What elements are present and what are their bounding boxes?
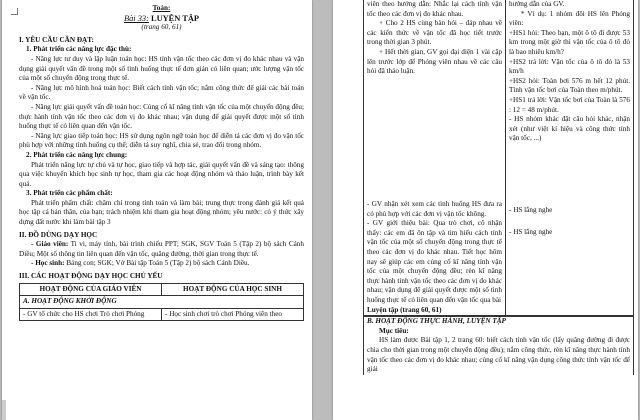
paragraph-communication: - Năng lực giao tiếp toán học: HS sử dụng ngôn ngữ toán học để diễn tả các đơn vị đo vận tốc phù hợp với những tình huống cụ thể; diễn tả suy nghĩ, chia sẻ, trao đổi trong nhóm. — [19, 131, 304, 150]
section-heading-objectives: I. YÊU CẦU CẦN ĐẠT: — [19, 35, 94, 44]
teacher-line: viên theo hướng dẫn: Nhắc lại cách tính vận tốc theo các đơn vị đo khác nhau. — [367, 0, 502, 18]
student-line: - HS nhóm khác đặt câu hỏi khác, nhận xét (như việt kí hiệu và công thức tính vận tốc, ...) — [509, 115, 630, 143]
paragraph-general: Phát triển năng lực tự chủ và tự học, giao tiếp và hợp tác, giải quyết vấn đề và sáng tạo: thông qua việc khuyến khích học sinh tự học, tham gia các hoạt động nhóm và thảo luận, trình bày kết quả. — [19, 160, 304, 188]
student-label: - Học sinh: — [31, 259, 65, 268]
student-activity-cell — [506, 0, 634, 200]
teacher-line: + Hết thời gian, GV gọi đại diện 1 vài cặp lên trước lớp để Phóng viên nhau về các câu hỏi đã thảo luận. — [367, 47, 502, 76]
student-line: +HS1 trả lời: Vận tốc bơi của Toàn là 576 : 12 = 48 m/phút. — [509, 95, 630, 114]
student-line: * Ví dụ: 1 nhóm đôi HS lên Phóng viên: — [509, 9, 630, 28]
teacher-label: - Giáo viên: — [31, 240, 69, 249]
student-activity-cell — [506, 200, 634, 316]
paragraph-student-materials — [19, 259, 304, 269]
teacher-line: + Cho 2 HS cùng bàn hỏi – đáp nhau về các kiến thức về vận tốc đã học tiết trước trong thời gian 3 phút. — [367, 19, 502, 47]
page-corner-mark — [11, 8, 18, 15]
column-header-student: HOẠT ĐỘNG CỦA HỌC SINH — [162, 283, 304, 296]
subheading-qualities: 3. Phát triển các phẩm chất: — [26, 189, 113, 198]
document-page-left — [2, 0, 312, 420]
goal-label: Mục tiêu: — [379, 326, 409, 335]
teacher-materials-text: Ti vi, máy tính, bài trình chiếu PPT; SGK, SGV Toán 5 (Tập 2) bộ sách Cánh Diều; Một số thông tin liên quan đến vận tốc, quãng đường, thời gian trong thực tế. — [19, 240, 304, 258]
student-line: +HS2 trả lời: Vận tốc của ô tô đó là 53 km/h — [509, 57, 630, 76]
teacher-activity-cell — [364, 200, 506, 316]
goal-text: HS làm được Bài tập 1, 2 trang 60: biết cách tính vận tốc (lấy quãng đường đi được chia cho thời gian trong một chuyển động đều); nắm công thức, rèn kĩ năng thực hành tính vận tốc theo các đơn vị đo khác nhau; củng cố kĩ năng vận dụng công thức tính vận tốc để giải — [367, 336, 630, 374]
activities-table — [19, 283, 304, 322]
practice-section-table — [363, 316, 634, 375]
teacher-activity-cell — [364, 0, 506, 200]
paragraph-teacher-materials — [19, 240, 304, 259]
lesson-name: LUYỆN TẬP — [148, 13, 199, 23]
practice-section-cell — [364, 317, 634, 375]
lesson-title — [19, 14, 304, 24]
paragraph-problem-solving: - Năng lực giải quyết vấn đề toán học: Củng cố kĩ năng tính vận tốc của một chuyển động đều; thực hành tính vận tốc theo các đơn vị đo khác nhau; vận dụng để giải quyết được một số tình huống thực tế có liên quan đến vận tốc. — [19, 102, 304, 131]
lesson-pages: (trang 60, 61) — [141, 23, 182, 32]
student-line: - HS lắng nghe — [509, 227, 553, 236]
paragraph-reasoning: - Năng lực tư duy và lập luận toán học: HS tính vận tốc theo các đơn vị đo khác nhau và vận dụng giải quyết vấn đề trong một số tình huống thực tế đơn giản có liên quan; ước lượng vận tốc của một số chuyển động trong thực tế. — [19, 54, 304, 83]
paragraph-qualities: Phát triển phẩm chất: chăm chỉ trong tính toán và làm bài; trung thực trong đánh giá kết quả học tập cá bản thân, của bạn; trách nhiệm khi tham gia hoạt động nhóm; yêu nước: có ý thức xây dựng đất nước khi làm bài tập 3 — [19, 198, 304, 227]
teacher-line: - GV giới thiệu bài: Qua trò chơi, cô nhận thấy: các em đã ôn tập và tìm hiểu cách tính vận tốc của một số chuyển động trong thực tế theo các đơn vị đo khác nhau. Tiết học hôm nay sẽ giúp các em củng cố kĩ năng tính vận tốc của một chuyển động đều; rèn kĩ năng thực hành tính vận tốc theo các đơn vị đo khác nhau; vận dụng để giải quyết được một số tình huống thực tế có liên quan đến vận tốc qua bài — [367, 219, 502, 304]
teacher-line: - GV nhận xét xem các tình huống HS đưa ra có phù hợp với các đơn vị vận tốc không. — [367, 200, 502, 218]
activities-table-continued — [363, 0, 634, 316]
column-header-teacher: HOẠT ĐỘNG CỦA GIÁO VIÊN — [20, 283, 162, 296]
paragraph-modeling: - Năng lực mô hình hoá toán học: Biết cách tính vận tốc; nắm công thức để giải các bài toán về vận tốc. — [19, 83, 304, 102]
right-page-content — [333, 0, 638, 375]
scrollbar-handle[interactable] — [2, 400, 6, 420]
student-materials-text: Bảng con; SGK; Vở Bài tập Toán 5 (Tập 2) bộ sách Cánh Diều. — [64, 259, 250, 268]
student-line: hướng dẫn của GV. — [509, 0, 565, 8]
activity-section-practice: B. HOẠT ĐỘNG THỰC HÀNH, LUYỆN TẬP — [367, 317, 506, 326]
activity-section-warmup: A. HOẠT ĐỘNG KHỞI ĐỘNG — [20, 296, 304, 309]
subject-heading: Toán: — [152, 4, 171, 12]
document-page-right — [333, 0, 638, 420]
section-heading-activities: III. CÁC HOẠT ĐỘNG DẠY HỌC CHỦ YẾU — [19, 272, 163, 281]
student-line: +HS1 hỏi: Theo bạn, một ô tô đi được 53 km trong một giờ thì vận tốc của ô tô đó là bao nhiêu km/h? — [509, 28, 630, 56]
section-heading-materials: II. ĐỒ DÙNG DẠY HỌC — [19, 230, 98, 239]
lesson-reference: Luyện tập (trang 60, 61) — [367, 305, 442, 314]
student-line: - HS lắng nghe — [509, 206, 553, 214]
subheading-specific-competencies: 1. Phát triển các năng lực đặc thù: — [26, 45, 132, 54]
student-activity-cell: - Học sinh chơi trò chơi Phóng viên theo — [162, 308, 304, 321]
teacher-activity-cell: - GV tổ chức cho HS chơi Trò chơi Phóng — [20, 308, 162, 321]
lesson-number: Bài 33: — [124, 13, 149, 23]
student-line: +HS2 hỏi: Toàn bơi 576 m hết 12 phút. Tính vận tốc bơi của Toàn theo m/phút. — [509, 76, 630, 95]
subheading-general-competencies: 2. Phát triển các năng lực chung: — [26, 150, 128, 159]
